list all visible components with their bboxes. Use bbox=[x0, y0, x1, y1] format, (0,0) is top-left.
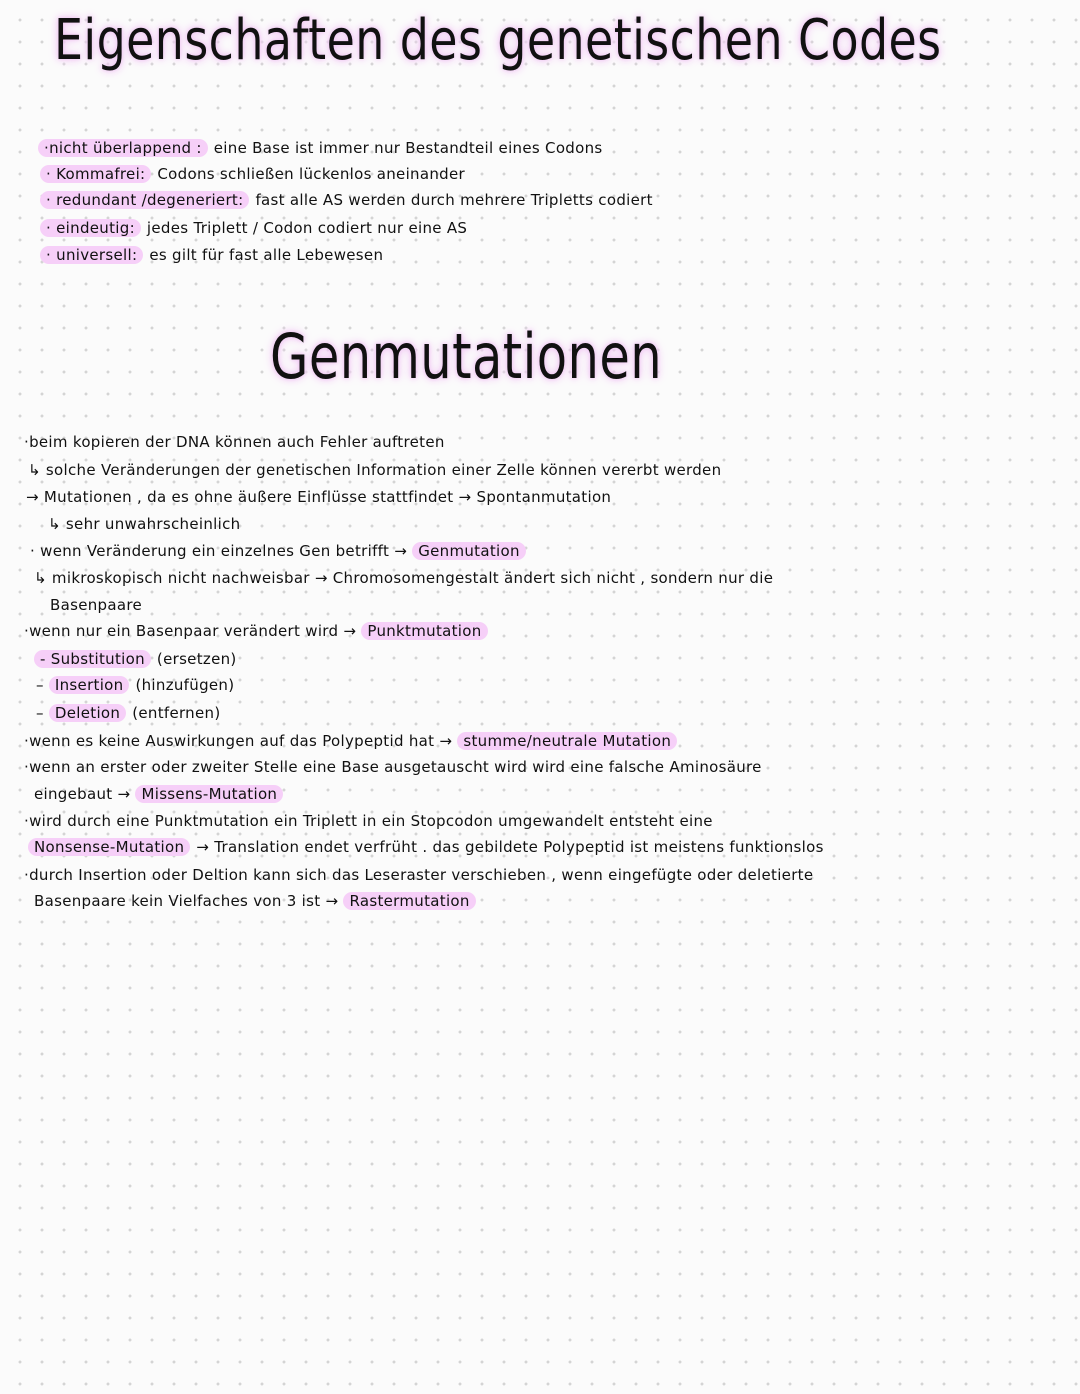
note-line: ↳ solche Veränderungen der genetischen Information einer Zelle können vererbt werden bbox=[28, 461, 722, 479]
note-text: (hinzufügen) bbox=[135, 676, 235, 694]
note-text: eingebaut → bbox=[34, 785, 131, 803]
note-text: · wenn Veränderung ein einzelnes Gen betrifft → bbox=[30, 542, 408, 560]
highlight-term: - Substitution bbox=[34, 650, 151, 668]
note-line: ·wird durch eine Punktmutation ein Triplett in ein Stopcodon umgewandelt entsteht eine bbox=[24, 812, 713, 830]
property-term: ·nicht überlappend : bbox=[38, 139, 208, 157]
highlight-term: Rastermutation bbox=[343, 892, 475, 910]
property-text: Codons schließen lückenlos aneinander bbox=[157, 165, 465, 183]
note-line bbox=[34, 784, 289, 804]
property-term: · universell: bbox=[40, 246, 143, 264]
note-line bbox=[36, 675, 234, 695]
highlight-term: Nonsense-Mutation bbox=[28, 838, 190, 856]
property-text: fast alle AS werden durch mehrere Tripletts codiert bbox=[255, 191, 653, 209]
highlight-term: Deletion bbox=[49, 704, 126, 722]
highlight-term: stumme/neutrale Mutation bbox=[457, 732, 677, 750]
title-genetic-code: Eigenschaften des genetischen Codes bbox=[54, 8, 942, 73]
property-item bbox=[40, 245, 383, 265]
property-item bbox=[40, 164, 465, 184]
property-term: · Kommafrei: bbox=[40, 165, 151, 183]
property-term: · eindeutig: bbox=[40, 219, 141, 237]
property-text: es gilt für fast alle Lebewesen bbox=[149, 246, 384, 264]
note-text: – bbox=[36, 676, 44, 694]
title-gene-mutations: Genmutationen bbox=[270, 320, 663, 393]
highlight-term: Punktmutation bbox=[361, 622, 487, 640]
highlight-term: Genmutation bbox=[412, 542, 526, 560]
note-text: ·wenn nur ein Basenpaar verändert wird → bbox=[24, 622, 357, 640]
note-text: (ersetzen) bbox=[156, 650, 237, 668]
note-text: (entfernen) bbox=[132, 704, 221, 722]
note-line: ·wenn an erster oder zweiter Stelle eine Base ausgetauscht wird wird eine falsche Aminosäure bbox=[24, 758, 762, 776]
note-line bbox=[24, 621, 494, 641]
note-line bbox=[30, 541, 532, 561]
highlight-term: Insertion bbox=[49, 676, 130, 694]
property-text: eine Base ist immer nur Bestandteil eines Codons bbox=[213, 139, 603, 157]
note-line bbox=[24, 731, 683, 751]
note-text: → Translation endet verfrüht . das gebildete Polypeptid ist meistens funktionslos bbox=[196, 838, 824, 856]
note-text: – bbox=[36, 704, 44, 722]
note-line: Basenpaare bbox=[50, 596, 143, 614]
note-text: ·wenn es keine Auswirkungen auf das Polypeptid hat → bbox=[24, 732, 453, 750]
note-line: ·durch Insertion oder Deltion kann sich das Leseraster verschieben , wenn eingefügte oder deletierte bbox=[24, 866, 814, 884]
property-item bbox=[38, 138, 603, 158]
note-line bbox=[34, 649, 237, 669]
property-term: · redundant /degeneriert: bbox=[40, 191, 249, 209]
note-line: → Mutationen , da es ohne äußere Einflüsse stattfindet → Spontanmutation bbox=[26, 488, 612, 506]
note-line: ↳ sehr unwahrscheinlich bbox=[48, 515, 241, 533]
note-line bbox=[36, 703, 220, 723]
note-line: ↳ mikroskopisch nicht nachweisbar → Chromosomengestalt ändert sich nicht , sondern nur die bbox=[34, 569, 774, 587]
note-line: ·beim kopieren der DNA können auch Fehler auftreten bbox=[24, 433, 445, 451]
highlight-term: Missens-Mutation bbox=[135, 785, 283, 803]
note-line bbox=[34, 891, 482, 911]
note-line bbox=[28, 837, 824, 857]
property-text: jedes Triplett / Codon codiert nur eine AS bbox=[146, 219, 468, 237]
property-item bbox=[40, 190, 653, 210]
property-item bbox=[40, 218, 467, 238]
note-text: Basenpaare kein Vielfaches von 3 ist → bbox=[34, 892, 339, 910]
